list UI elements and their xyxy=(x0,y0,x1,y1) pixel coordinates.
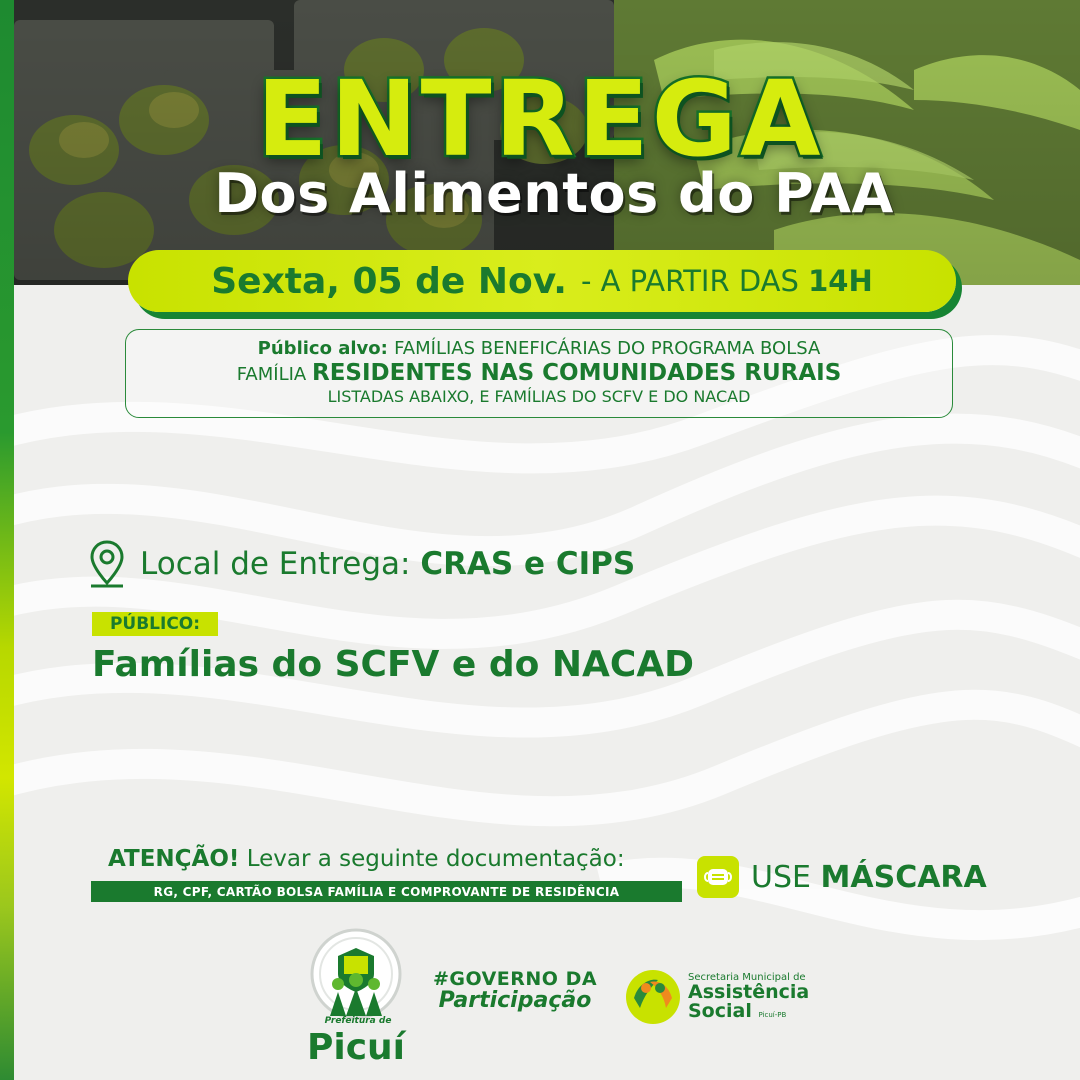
target-audience-box xyxy=(125,329,953,418)
sas-line-3 xyxy=(688,1002,809,1021)
target-line-1 xyxy=(126,337,952,361)
location-value: CRAS e CIPS xyxy=(420,546,636,582)
target-text-2b: RESIDENTES NAS COMUNIDADES RURAIS xyxy=(311,360,842,386)
social-assistance-emblem-icon xyxy=(624,968,682,1026)
headline-subtitle: Dos Alimentos do PAA xyxy=(214,162,894,225)
date-banner xyxy=(128,250,956,312)
governo-participacao-logo xyxy=(430,968,600,1013)
target-text-2a: FAMÍLIA xyxy=(236,364,307,385)
location-text xyxy=(140,546,635,582)
picui-emblem-icon xyxy=(300,926,412,1026)
attention-notice xyxy=(108,846,625,872)
event-time-value: 14H xyxy=(808,264,873,298)
assistencia-social-logo xyxy=(624,968,809,1026)
event-time xyxy=(581,264,873,298)
picui-prefix: Prefeitura de xyxy=(324,1016,392,1026)
target-line-3: LISTADAS ABAIXO, E FAMÍLIAS DO SCFV E DO NACAD xyxy=(327,387,751,406)
attention-text: Levar a seguinte documentação: xyxy=(246,846,625,872)
mask-text xyxy=(751,860,987,895)
mask-notice xyxy=(697,856,987,898)
attention-label: ATENÇÃO! xyxy=(108,846,240,872)
delivery-location xyxy=(88,538,635,590)
public-value: Famílias do SCFV e do NACAD xyxy=(92,644,695,685)
target-text-1: FAMÍLIAS BENEFICÁRIAS DO PROGRAMA BOLSA xyxy=(394,338,821,359)
sas-line-1: Secretaria Municipal de xyxy=(688,972,806,983)
sas-text xyxy=(688,973,809,1021)
picui-logo xyxy=(300,926,412,1068)
gov-line-2: Participação xyxy=(438,988,592,1013)
mask-word: MÁSCARA xyxy=(820,859,987,895)
required-documents: RG, CPF, CARTÃO BOLSA FAMÍLIA E COMPROVANTE DE RESIDÊNCIA xyxy=(91,881,682,902)
headline-entrega: ENTREGA xyxy=(256,58,824,180)
sas-city: Picuí-PB xyxy=(758,1011,787,1019)
location-pin-icon xyxy=(88,539,126,589)
gov-line-1: #GOVERNO DA xyxy=(432,968,598,990)
public-tag: PÚBLICO: xyxy=(92,612,218,636)
mask-use: USE xyxy=(751,859,811,895)
sas-social: Social xyxy=(688,1000,752,1022)
target-line-2 xyxy=(126,361,952,387)
target-label: Público alvo: xyxy=(257,338,388,359)
event-date: Sexta, 05 de Nov. xyxy=(211,260,567,302)
sas-line-2: Assistência xyxy=(688,981,810,1003)
picui-name: Picuí xyxy=(306,1027,406,1068)
face-mask-icon xyxy=(697,856,739,898)
event-time-prefix: - A PARTIR DAS xyxy=(580,264,799,298)
location-label: Local de Entrega: xyxy=(140,546,411,582)
